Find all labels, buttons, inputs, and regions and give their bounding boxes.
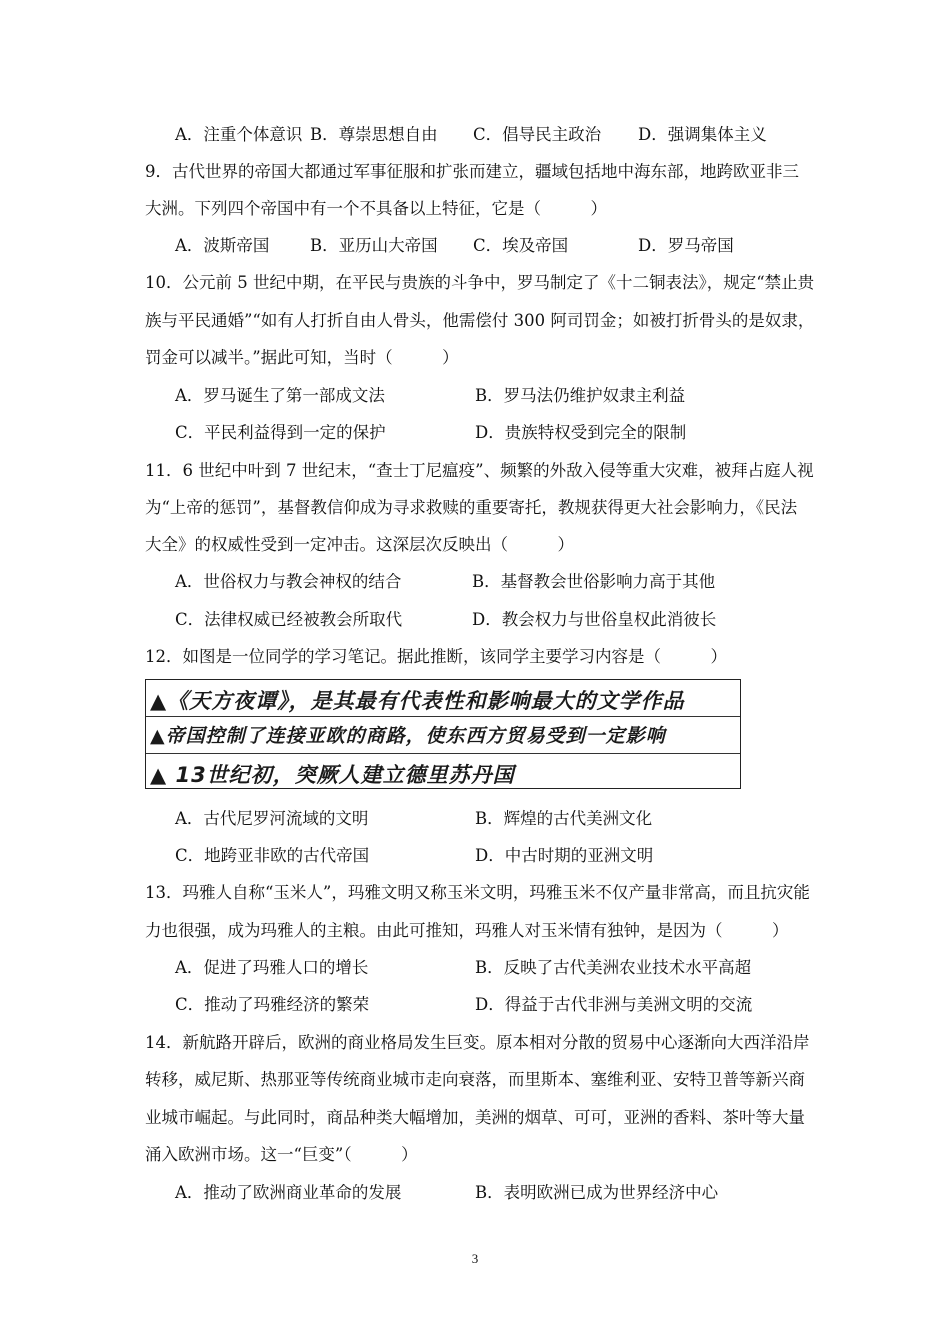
note-line-3: ▲ 13世纪初，突厥人建立德里苏丹国 bbox=[150, 763, 515, 787]
q8-option-c: C．倡导民主政治 bbox=[473, 125, 602, 144]
note-line-1: ▲《天方夜谭》，是其最有代表性和影响最大的文学作品 bbox=[150, 689, 685, 713]
q9-option-a: A．波斯帝国 bbox=[175, 236, 270, 255]
q9-option-b: B．亚历山大帝国 bbox=[310, 236, 438, 255]
q14-stem-line-2: 转移，威尼斯、热那亚等传统商业城市走向衰落，而里斯本、塞维利亚、安特卫普等新兴商 bbox=[145, 1070, 805, 1089]
q12-stem-line-1: 12．如图是一位同学的学习笔记。据此推断，该同学主要学习内容是（ ） bbox=[145, 647, 727, 666]
q14-stem-line-1: 14．新航路开辟后，欧洲的商业格局发生巨变。原本相对分散的贸易中心逐渐向大西洋沿岸 bbox=[145, 1033, 810, 1052]
q8-option-b: B．尊崇思想自由 bbox=[310, 125, 438, 144]
q9-stem-line-2: 大洲。下列四个帝国中有一个不具备以上特征，它是（ ） bbox=[145, 199, 607, 218]
q11-option-c: C．法律权威已经被教会所取代 bbox=[175, 610, 403, 629]
note-rule bbox=[146, 753, 740, 754]
q13-stem-line-1: 13．玛雅人自称“玉米人”，玛雅文明又称玉米文明，玛雅玉米不仅产量非常高，而且抗灾能 bbox=[145, 883, 810, 902]
q11-option-d: D．教会权力与世俗皇权此消彼长 bbox=[472, 610, 717, 629]
q12-option-d: D．中古时期的亚洲文明 bbox=[475, 846, 654, 865]
q13-option-a: A．促进了玛雅人口的增长 bbox=[175, 958, 369, 977]
q13-option-b: B．反映了古代美洲农业技术水平高超 bbox=[475, 958, 752, 977]
q13-stem-line-2: 力也很强，成为玛雅人的主粮。由此可推知，玛雅人对玉米情有独钟，是因为（ ） bbox=[145, 921, 789, 940]
q10-option-a: A．罗马诞生了第一部成文法 bbox=[175, 386, 385, 405]
q12-option-a: A．古代尼罗河流域的文明 bbox=[175, 809, 369, 828]
q10-option-b: B．罗马法仍维护奴隶主利益 bbox=[475, 386, 686, 405]
q10-option-c: C．平民利益得到一定的保护 bbox=[175, 423, 386, 442]
q10-stem-line-3: 罚金可以减半。”据此可知，当时（ ） bbox=[145, 348, 459, 367]
q9-option-d: D．罗马帝国 bbox=[638, 236, 734, 255]
q12-option-c: C．地跨亚非欧的古代帝国 bbox=[175, 846, 370, 865]
q14-option-a: A．推动了欧洲商业革命的发展 bbox=[175, 1183, 402, 1202]
q11-stem-line-2: 为“上帝的惩罚”，基督教信仰成为寻求救赎的重要寄托，教规获得更大社会影响力，《民法 bbox=[145, 498, 798, 517]
q14-stem-line-3: 业城市崛起。与此同时，商品种类大幅增加，美洲的烟草、可可，亚洲的香料、茶叶等大量 bbox=[145, 1108, 805, 1127]
handwritten-study-notes bbox=[145, 679, 741, 789]
q10-option-d: D．贵族特权受到完全的限制 bbox=[475, 423, 687, 442]
q14-stem-line-4: 涌入欧洲市场。这一“巨变”（ ） bbox=[145, 1145, 418, 1164]
q9-option-c: C．埃及帝国 bbox=[473, 236, 569, 255]
q13-option-c: C．推动了玛雅经济的繁荣 bbox=[175, 995, 370, 1014]
q8-option-d: D．强调集体主义 bbox=[638, 125, 767, 144]
q11-stem-line-3: 大全》的权威性受到一定冲击。这深层次反映出（ ） bbox=[145, 535, 574, 554]
note-line-2: ▲帝国控制了连接亚欧的商路，使东西方贸易受到一定影响 bbox=[150, 725, 666, 747]
q10-stem-line-1: 10．公元前 5 世纪中期，在平民与贵族的斗争中，罗马制定了《十二铜表法》，规定“禁止贵 bbox=[145, 273, 815, 292]
q11-option-b: B．基督教会世俗影响力高于其他 bbox=[472, 572, 716, 591]
q10-stem-line-2: 族与平民通婚”“如有人打折自由人骨头，他需偿付 300 阿司罚金；如被打折骨头的是奴隶， bbox=[145, 311, 815, 330]
q9-stem-line-1: 9．古代世界的帝国大都通过军事征服和扩张而建立，疆域包括地中海东部，地跨欧亚非三 bbox=[145, 162, 799, 181]
q12-option-b: B．辉煌的古代美洲文化 bbox=[475, 809, 653, 828]
q14-option-b: B．表明欧洲已成为世界经济中心 bbox=[475, 1183, 719, 1202]
q11-stem-line-1: 11．6 世纪中叶到 7 世纪末，“查士丁尼瘟疫”、频繁的外敌入侵等重大灾难，被拜占庭人视 bbox=[145, 461, 814, 480]
q8-option-a: A．注重个体意识 bbox=[175, 125, 303, 144]
q11-option-a: A．世俗权力与教会神权的结合 bbox=[175, 572, 402, 591]
note-rule bbox=[146, 716, 740, 717]
q13-option-d: D．得益于古代非洲与美洲文明的交流 bbox=[475, 995, 753, 1014]
page-number: 3 bbox=[471, 1251, 479, 1266]
